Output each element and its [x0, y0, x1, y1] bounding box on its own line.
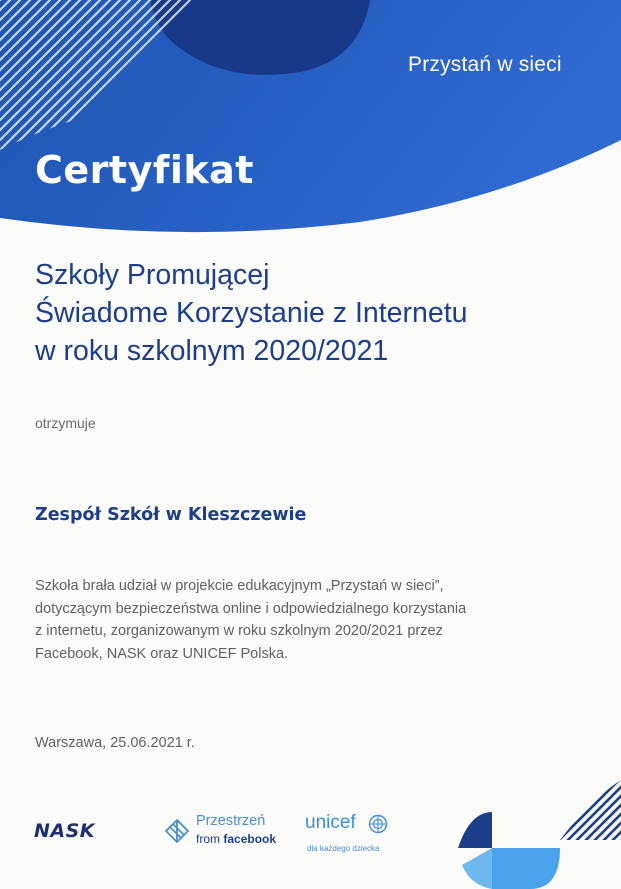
unicef-wordmark: unicef — [305, 812, 356, 833]
unicef-tagline: dla każdego dziecka — [307, 844, 380, 853]
header-banner — [0, 0, 621, 240]
program-name: Przystań w sieci — [408, 53, 562, 76]
description-line: dotyczącym bezpieczeństwa online i odpowiedzialnego korzystania — [35, 600, 467, 617]
description-paragraph — [35, 575, 580, 665]
footer-dark-shape — [458, 812, 492, 848]
place-date: Warszawa, 25.06.2021 r. — [35, 735, 195, 751]
facebook-text: facebook — [223, 832, 277, 846]
footer-light-shape-left — [462, 848, 492, 889]
from-facebook-wordmark — [196, 832, 276, 846]
headline-line: w roku szkolnym 2020/2021 — [35, 335, 389, 367]
przestrzen-mark-icon — [163, 817, 191, 845]
description-line: z internetu, zorganizowanym w roku szkolnym 2020/2021 przez — [35, 623, 443, 639]
description-line: Facebook, NASK oraz UNICEF Polska. — [35, 645, 289, 662]
przestrzen-wordmark: Przestrzeń — [196, 813, 266, 829]
certificate-title: Certyfikat — [35, 148, 254, 192]
headline-line: Szkoły Promującej — [35, 259, 270, 291]
description-line: Szkoła brała udział w projekcie edukacyjnym „Przystań w sieci”, — [35, 578, 444, 594]
unicef-emblem-icon — [368, 814, 388, 834]
from-text: from — [196, 832, 220, 846]
receives-label: otrzymuje — [35, 415, 96, 431]
headline-line: Świadome Korzystanie z Internetu — [35, 297, 468, 329]
footer-hatch-pattern — [522, 780, 621, 850]
nask-logo: NASK — [34, 820, 96, 842]
recipient-name: Zespół Szkół w Kleszczewie — [35, 505, 307, 525]
footer-decoration — [450, 780, 621, 889]
footer-light-shape — [492, 848, 560, 889]
certificate-headline — [35, 256, 467, 370]
